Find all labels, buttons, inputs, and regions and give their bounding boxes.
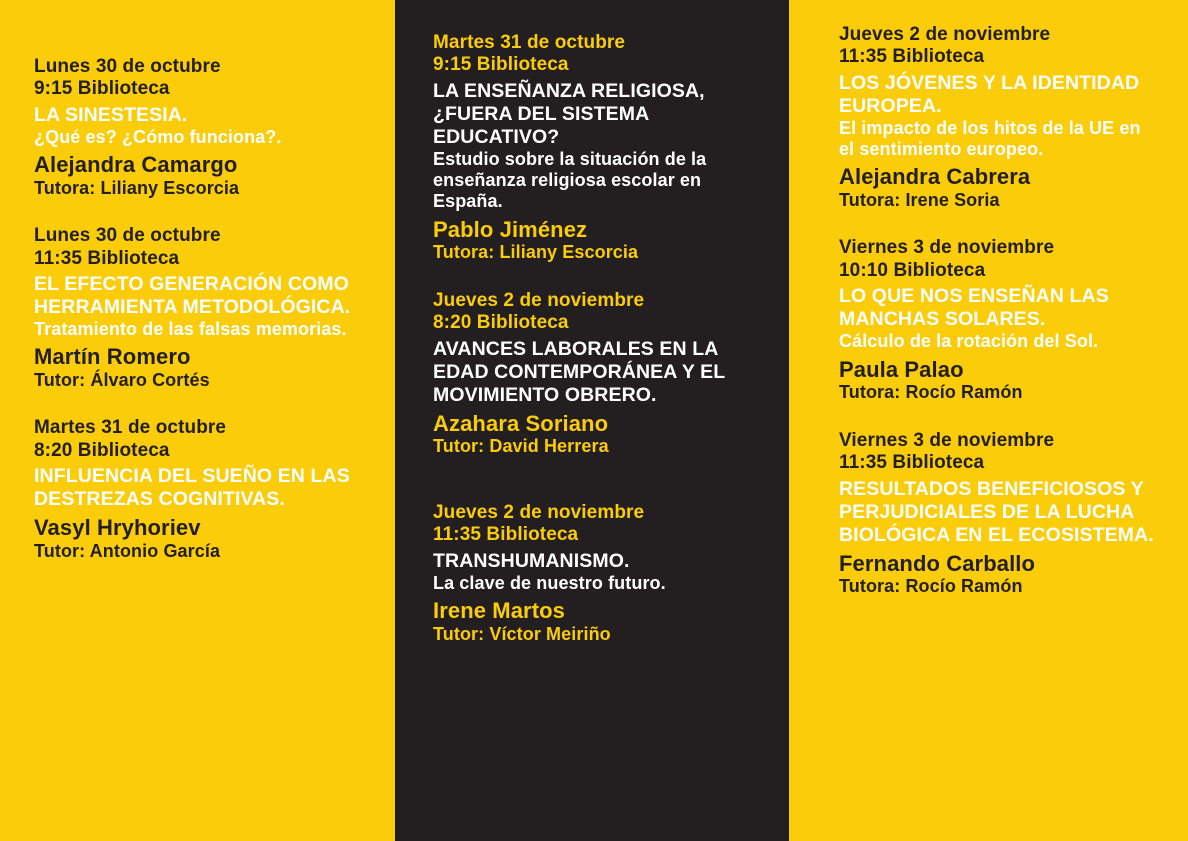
entry-author: Alejandra Camargo: [34, 152, 238, 178]
schedule-entry: [433, 502, 755, 645]
schedule-entry: [433, 290, 755, 458]
entry-date: Jueves 2 de noviembre: [839, 24, 1051, 45]
schedule-entry: [839, 430, 1154, 598]
entry-title: LA ENSEÑANZA RELIGIOSA, ¿FUERA DEL SISTEMA EDUCATIVO?: [433, 79, 705, 148]
entry-tutor: Tutor: Antonio García: [34, 541, 221, 562]
entry-tutor: Tutor: Álvaro Cortés: [34, 370, 210, 391]
schedule-entry: [433, 32, 755, 264]
entry-subtitle: La clave de nuestro futuro.: [433, 572, 666, 593]
entry-subtitle: Cálculo de la rotación del Sol.: [839, 331, 1099, 352]
entry-author: Paula Palao: [839, 356, 964, 382]
entry-title: INFLUENCIA DEL SUEÑO EN LAS DESTREZAS COGNITIVAS.: [34, 465, 350, 511]
entry-subtitle: Estudio sobre la situación de la enseñanza religiosa escolar en España.: [433, 148, 707, 212]
entry-subtitle: Tratamiento de las falsas memorias.: [34, 319, 347, 340]
entry-subtitle: ¿Qué es? ¿Cómo funciona?.: [34, 126, 282, 147]
entry-date: Viernes 3 de noviembre: [839, 237, 1055, 259]
entry-author: Martín Romero: [34, 344, 191, 370]
entry-time: 11:35 Biblioteca: [839, 46, 985, 68]
entry-date: Jueves 2 de noviembre: [433, 501, 645, 523]
entry-time: 11:35 Biblioteca: [839, 452, 985, 474]
entry-author: Azahara Soriano: [433, 410, 609, 436]
entry-time: 9:15 Biblioteca: [34, 78, 170, 100]
schedule-entry: [34, 417, 361, 562]
entry-time: 8:20 Biblioteca: [34, 439, 170, 461]
entry-author: Fernando Carballo: [839, 550, 1036, 576]
entry-author: Alejandra Cabrera: [839, 164, 1031, 190]
entry-tutor: Tutor: Víctor Meiriño: [433, 623, 611, 644]
entry-title: AVANCES LABORALES EN LA EDAD CONTEMPORÁNEA Y EL MOVIMIENTO OBRERO.: [433, 337, 725, 406]
entry-title: TRANSHUMANISMO.: [433, 549, 630, 572]
entry-title: LO QUE NOS ENSEÑAN LAS MANCHAS SOLARES.: [839, 285, 1109, 331]
entry-time: 9:15 Biblioteca: [433, 54, 569, 76]
entry-subtitle: El impacto de los hitos de la UE en el sentimiento europeo.: [839, 117, 1141, 160]
entry-title: LA SINESTESIA.: [34, 103, 188, 126]
entry-author: Vasyl Hryhoriev: [34, 515, 201, 541]
entry-tutor: Tutor: David Herrera: [433, 436, 609, 457]
entry-tutor: Tutora: Liliany Escorcia: [433, 242, 639, 263]
schedule-entry: [839, 24, 1154, 211]
entry-time: 11:35 Biblioteca: [433, 524, 579, 546]
entry-author: Irene Martos: [433, 597, 566, 623]
entry-tutor: Tutora: Rocío Ramón: [839, 576, 1023, 597]
entry-date: Lunes 30 de octubre: [34, 225, 221, 247]
schedule-entry: [34, 225, 361, 391]
entry-time: 10:10 Biblioteca: [839, 259, 986, 281]
column-center: [395, 0, 789, 841]
entry-title: LOS JÓVENES Y LA IDENTIDAD EUROPEA.: [839, 71, 1140, 117]
schedule-entry: [839, 237, 1154, 403]
column-left: [0, 0, 395, 841]
entry-date: Martes 31 de octubre: [433, 32, 626, 53]
column-right: [789, 0, 1188, 841]
entry-date: Lunes 30 de octubre: [34, 56, 221, 77]
entry-date: Martes 31 de octubre: [34, 417, 227, 439]
entry-date: Viernes 3 de noviembre: [839, 429, 1055, 451]
entry-tutor: Tutora: Rocío Ramón: [839, 382, 1023, 403]
schedule-entry: [34, 56, 361, 199]
entry-title: RESULTADOS BENEFICIOSOS Y PERJUDICIALES DE LA LUCHA BIOLÓGICA EN EL ECOSISTEMA.: [839, 477, 1154, 546]
entry-title: EL EFECTO GENERACIÓN COMO HERRAMIENTA METODOLÓGICA.: [34, 273, 351, 319]
entry-tutor: Tutora: Irene Soria: [839, 190, 1000, 211]
entry-author: Pablo Jiménez: [433, 216, 588, 242]
entry-time: 8:20 Biblioteca: [433, 312, 569, 334]
entry-date: Jueves 2 de noviembre: [433, 289, 645, 311]
entry-time: 11:35 Biblioteca: [34, 247, 180, 269]
entry-tutor: Tutora: Liliany Escorcia: [34, 178, 240, 198]
